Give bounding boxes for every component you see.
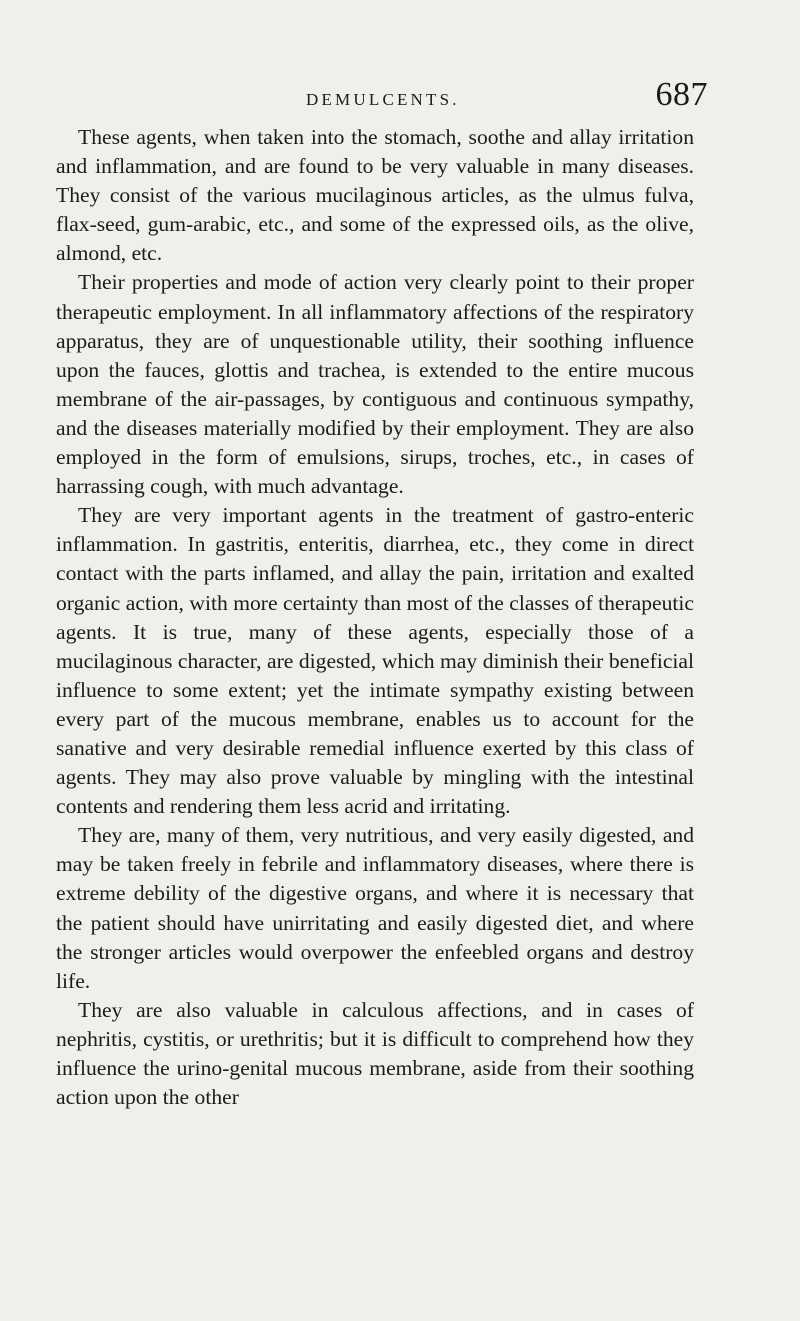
running-title: DEMULCENTS. bbox=[306, 90, 460, 109]
paragraph-1: These agents, when taken into the stomach, soothe and allay irritation and inflammation, and are found to be very valuable in many diseases. They consist of the various mucilaginous articles, as the ulmus fulva, flax-seed, gum-arabic, etc., and some of the expressed oils, as the olive, almond, etc. bbox=[56, 125, 694, 266]
paragraph-3: They are very important agents in the treatment of gastro-enteric inflammation. In gastritis, enteritis, diarrhea, etc., they come in direct contact with the parts inflamed, and allay the pain, irritation and exalted organic action, with more certainty than most of the classes of therapeutic agents. It is true, many of these agents, especially those of a mucilaginous character, are digested, which may diminish their beneficial influence to some extent; yet the intimate sympathy existing between every part of the mucous membrane, enables us to account for the sanative and very desirable remedial influence exerted by this class of agents. They may also prove valuable by mingling with the intestinal contents and rendering them less acrid and irritating. bbox=[56, 503, 694, 819]
body-text bbox=[56, 123, 694, 1112]
paragraph-5: They are also valuable in calculous affections, and in cases of nephritis, cystitis, or urethritis; but it is difficult to comprehend how they influence the urino-genital mucous membrane, aside from their soothing action upon the other bbox=[56, 997, 694, 1110]
running-header bbox=[56, 72, 708, 112]
paragraph-2: Their properties and mode of action very clearly point to their proper therapeutic employment. In all inflammatory affections of the respiratory apparatus, they are of unquestionable utility, their soothing influence upon the fauces, glottis and trachea, is extended to the entire mucous membrane of the air-passages, by contiguous and continuous sympathy, and the diseases materially modified by their employment. They are also employed in the form of emulsions, sirups, troches, etc., in cases of harrassing cough, with much advantage. bbox=[56, 270, 694, 499]
paragraph-4: They are, many of them, very nutritious, and very easily digested, and may be taken freely in febrile and inflammatory diseases, where there is extreme debility of the digestive organs, and where it is necessary that the patient should have unirritating and easily digested diet, and where the stronger articles would overpower the enfeebled organs and destroy life. bbox=[56, 823, 694, 993]
page-number: 687 bbox=[655, 76, 708, 113]
